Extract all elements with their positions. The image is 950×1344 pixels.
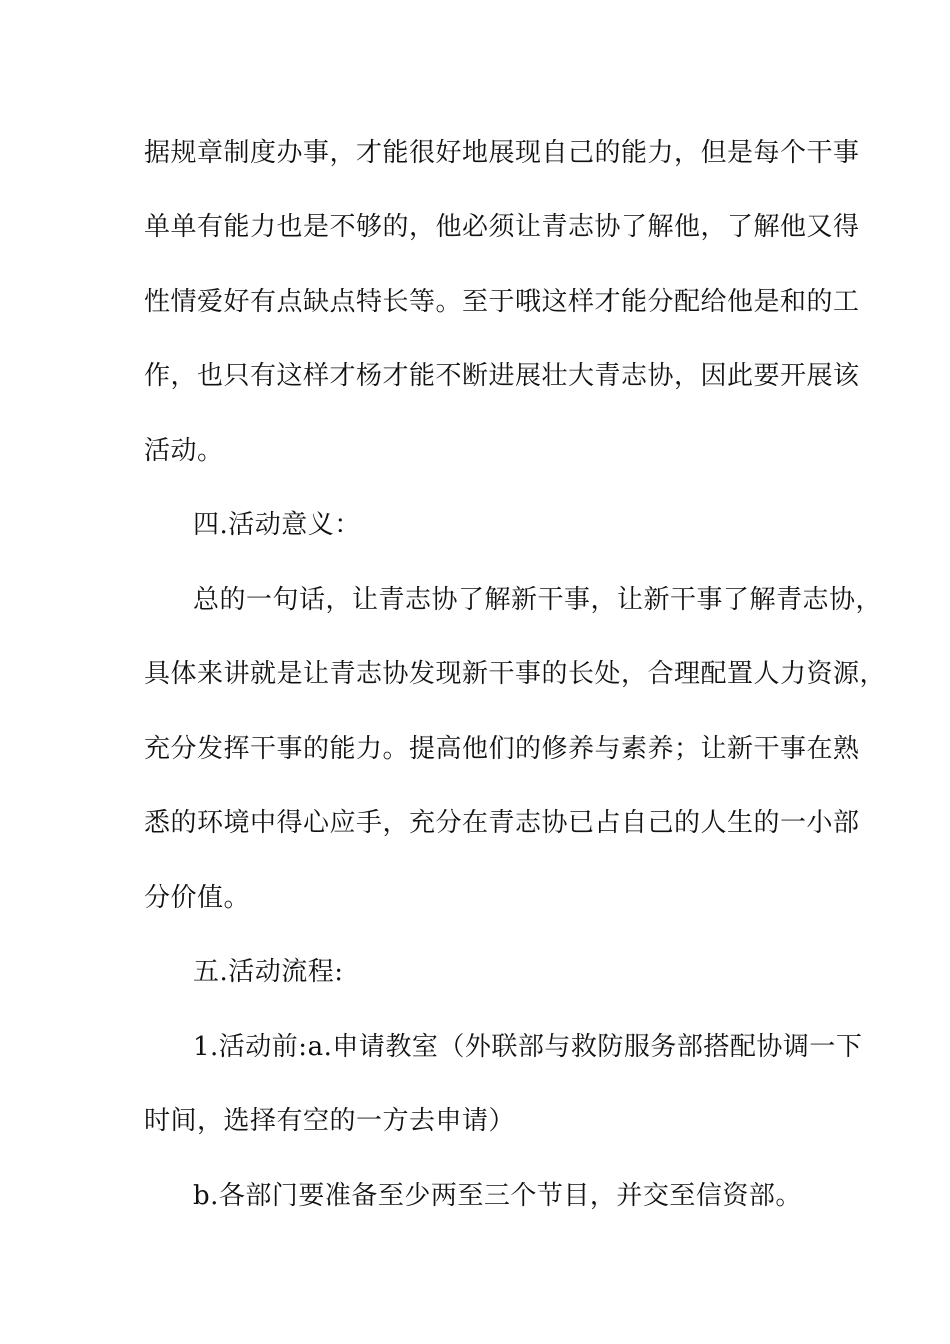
body-text-line: 总的一句话，让青志协了解新干事，让新干事了解青志协，: [193, 585, 883, 615]
list-item-text: b.各部门要准备至少两至三个节目，并交至信资部。: [193, 1181, 802, 1211]
list-item-text: 时间，选择有空的一方去申请）: [144, 1106, 516, 1136]
body-text-line: 充分发挥干事的能力。提高他们的修养与素养；让新干事在熟: [144, 734, 860, 764]
body-text-line: 据规章制度办事，才能很好地展现自己的能力，但是每个干事: [144, 138, 860, 168]
body-text-line: 作，也只有这样才杨才能不断进展壮大青志协，因此要开展该: [144, 361, 860, 391]
section-heading: 四.活动意义：: [193, 510, 361, 540]
body-text-line: 单单有能力也是不够的，他必须让青志协了解他，了解他又得: [144, 212, 860, 242]
section-heading: 五.活动流程:: [193, 957, 344, 987]
body-text-line: 活动。: [144, 436, 224, 466]
body-text-line: 具体来讲就是让青志协发现新干事的长处，合理配置人力资源，: [144, 659, 887, 689]
list-item-text: 1.活动前:a.申请教室（外联部与救防服务部搭配协调一下: [193, 1032, 863, 1062]
body-text-line: 悉的环境中得心应手，充分在青志协已占自己的人生的一小部: [144, 808, 860, 838]
body-text-line: 性情爱好有点缺点特长等。至于哦这样才能分配给他是和的工: [144, 287, 860, 317]
body-text-line: 分价值。: [144, 883, 251, 913]
